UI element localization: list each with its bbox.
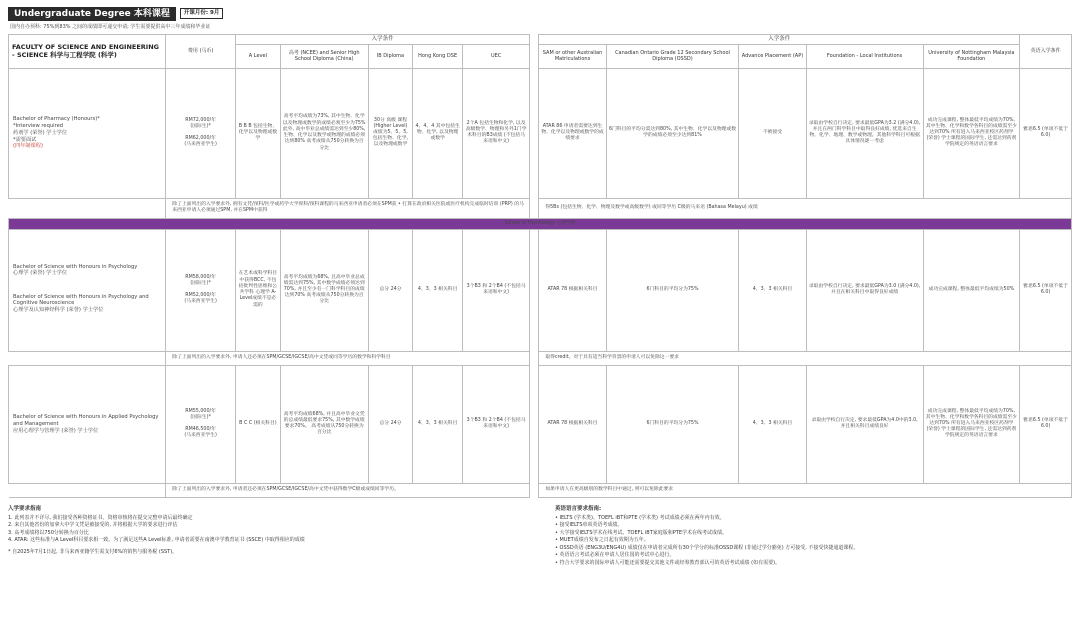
col-english: 英语入学条件 (1020, 34, 1072, 68)
table-row (9, 229, 1072, 351)
foundation-cell: 录取由学校自行决定, 要求最低GPA为3.2 (满分4.0), 并且在两门科学科目中取得良好成绩, 优选来自生物、化学、地理、数学或物理。其他科学科目可根据具体情况逐一考虑 (806, 68, 923, 198)
foundation-note: 国内自办预科: 75%到83% 之间的成绩即可递交申请; 学生需要提供高中三年成绩和毕业证 (10, 24, 211, 30)
col-fee: 费用 (马币) (166, 34, 236, 68)
unmf-cell: 成功完成课程, 整体最低平均成绩为70%, 其中生物、化学和数学各科目的成绩需至少达到70% 所有进入马来西亚校区药剂学 (荣誉) 学士课程的国际学生, 还需达到药剂学院规定的英语语言要求 (923, 68, 1020, 198)
title-bar (8, 6, 1072, 21)
faculty-title: FACULTY OF SCIENCE AND ENGINEERING - SCIENCE 科学与工程学院 (科学) (9, 34, 166, 68)
col-foundation: Foundation - Local Institutions (806, 44, 923, 68)
col-ap: Advance Placement (AP) (739, 44, 806, 68)
note-right: 如果申请人在更高级别的数学科目中通过, 则可以免除此要求 (539, 483, 1072, 497)
alevel-cell: B B B 包括生物、化学以及物理或数学 (235, 68, 280, 198)
sst-note: * 自2025年7月1日起, 非马来西亚籍学生需支付6%的销售与服务税 (SST)。 (8, 548, 178, 555)
col-uec: UEC (462, 44, 529, 68)
english-guide (555, 506, 1072, 568)
fee-cell: RM58,000/年 (国际生)* RM52,000/年 (马来西亚学生) (166, 229, 236, 351)
ncee-cell: 高考平均成绩68%, 并且高中毕业文凭的总成绩最低要求75%, 其中数学成绩要求70%。 高考成绩从750分转换为百分比 (280, 365, 368, 483)
sam-cell: ATAR 78 根据相关科目 (539, 365, 606, 483)
english-cell: 雅思6.5 (单项不低于6.0) (1020, 365, 1072, 483)
fee-cell: RM55,000/年 (国际生)* RM46,500/年 (马来西亚学生) (166, 365, 236, 483)
list-item: • IELTS (学术类)、TOEFL iBT和PTE (学术类) 考试成绩必须在两年内有效。 (555, 514, 725, 521)
col-unmf: University of Nottingham Malaysia Foundation (923, 44, 1020, 68)
ib-cell: 30分 高级 课程 (Higher Level) 成绩为5、5、5, 包括生物、化学, 以及物理或数学 (368, 68, 413, 198)
program-name: Bachelor of Science with Honours in Psychology 心理学 (荣誉) 学士学位 Bachelor of Science with Honours in Psychology and Cognitive Neuroscience 心理学及认知神经科学 (荣誉) 学士学位 (9, 229, 166, 351)
list-item: 4. ATAR: 这些标准与A Level科目要求相一致。为了满足这些A Level标准, 申请者需要在南澳中学教育证书 (SSCE) 中取得相应的成绩 (8, 537, 305, 544)
uec-cell: 3个B3 和 2个B4 (不包括马来语和中文) (462, 365, 529, 483)
english-guide-heading: 英语语言要求指南: (555, 505, 602, 512)
entry-requirements-group-1: 入学条件 (235, 34, 529, 44)
page-title: Undergraduate Degree 本科课程 (8, 7, 176, 21)
list-item: • 大学接受IELTS学术在线考试、TOEFL iBT家庭版和PTE学术在线考试成绩。 (555, 529, 728, 536)
table-row (9, 365, 1072, 483)
dse-cell: 4、4、4 其中包括生物、化学, 以及物理或数学 (413, 68, 462, 198)
requirements-table (8, 34, 1072, 498)
list-item: • 符合大学要求的国际申请人可能还需要提交其他文件或经筹教育部认可的英语考试成绩 (如有需要)。 (555, 559, 781, 566)
entry-requirements-group-2: 入学条件 (539, 34, 1020, 44)
school-header-row (9, 218, 1072, 229)
unmf-cell: 成功完成课程, 整体最低平均成绩为70%, 其中生物、化学和数学各科目的成绩需至少达到70% 所有进入马来西亚校区药剂学 (荣誉) 学士课程的国际学生, 还需达到药剂学院规定的英语语言要求 (923, 365, 1020, 483)
note-left: 除了上面列出的入学要求外, 申请者还必须在SPM/GCSE/IGCSE/高中文凭中获得数学C级或成绩同等学历。 (166, 483, 530, 497)
sam-cell: ATAR 78 根据相关科目 (539, 229, 606, 351)
col-dse: Hong Kong DSE (413, 44, 462, 68)
english-cell: 雅思6.5 (单项不低于6.0) (1020, 229, 1072, 351)
col-ncee: 高考 (NCEE) and Senior High School Diploma (China) (280, 44, 368, 68)
foundation-cell: 录取由学校自行决定, 要求最低GPA为4.0中的3.0, 并且相关科目成绩良好 (806, 365, 923, 483)
note-row (9, 483, 1072, 497)
note-row (9, 198, 1072, 218)
ossd-cell: 6门科目的平均分为75% (606, 365, 739, 483)
note-left: 除了上面列出的入学要求外, 拥有文凭/预科/医学或药学大学预科/预科课程的马来西亚申请者必须在SPM获 • 打算在政府相关医院或医疗机构完成临时培训 (PRP) 的马来西亚申请人必须通过SPM, 并在SPM中获得 (166, 198, 530, 218)
note-row (9, 351, 1072, 365)
ossd-cell: 6门科目的平均分为75% (606, 229, 739, 351)
gap (530, 34, 539, 68)
ib-cell: 总分 24分 (368, 365, 413, 483)
ib-cell: 总分 24分 (368, 229, 413, 351)
list-item: • 接受IELTS单项英语考成绩。 (555, 522, 623, 529)
list-item: • MUET成绩自发布之日起有效期为五年。 (555, 537, 649, 544)
ncee-cell: 高考平均成绩为68%, 且高中毕业总成绩需达到75%, 其中数学成绩必须达到70%, 并且至少有一门科学科目的成绩达到70% 高考成绩从750分转换为百分比 (280, 229, 368, 351)
program-name: Bachelor of Pharmacy (Honours)* *Interview required 药剂学 (荣誉) 学士学位 *需要面试 (四年制课程) (9, 68, 166, 198)
english-cell: 雅思6.5 (单项不低于6.0) (1020, 68, 1072, 198)
uec-cell: 3个B3 和 2个B4 (不包括马来语和中文) (462, 229, 529, 351)
alevel-cell: 在艺术或科学科目中获得BCC, 不包括批判性思维和公共学科 心理学 A-Level成绩不是必需的 (235, 229, 280, 351)
table-row (9, 68, 1072, 198)
ap-cell: 4、3、3 相关科目 (739, 229, 806, 351)
note-right: 得5Bs (包括生物、化学、物理及数学或高级数学) 或同等学历 C级的马来语 (Bahasa Melayu) 成绩 (539, 198, 1072, 218)
entry-guide (8, 506, 525, 568)
sam-cell: ATAR 86 申请者需要达到生物、化学以及物理或数学的成绩要求 (539, 68, 606, 198)
col-alevel: A Level (235, 44, 280, 68)
col-ossd: Canadian Ontario Grade 12 Secondary School Diploma (OSSD) (606, 44, 739, 68)
school-of-psychology: School of Psychology 心理学院 (9, 218, 1072, 229)
list-item: • 英语语言考试必须在申请人居住国的考试中心进行。 (555, 552, 675, 559)
list-item: 1. 此列表并不详尽, 我们接受各种资格证书。资格审核将在提交完整申请后最终确定 (8, 514, 193, 521)
col-sam: SAM or other Australian Matriculations (539, 44, 606, 68)
fee-cell: RM72,000/年 (国际生)* RM62,000/年 (马来西亚学生) (166, 68, 236, 198)
intake-badge: 开课月份: 9月 (180, 8, 223, 19)
ap-cell: 不被接受 (739, 68, 806, 198)
unmf-cell: 成功完成课程, 整体最低平均成绩为50% (923, 229, 1020, 351)
dse-cell: 4、3、3 相关科目 (413, 229, 462, 351)
note-right: 取得credit。对于具有适当科学背景的申请人可以免除这一要求 (539, 351, 1072, 365)
list-item: • OSSD英语 (ENG3U/ENG4U) 成绩仅在申请者完成所有30个学分的标准OSSD课程 (非通过学分豁免) 方可接受, 不接受快捷通道课程。 (555, 544, 859, 551)
alevel-cell: B C C (相关科目) (235, 365, 280, 483)
uec-cell: 2个A 包括生物和化学, 以及高级数学、物理和另外1门学术科目的B3成绩 (不包括马来语和中文) (462, 68, 529, 198)
list-item: 3. 高考成绩将以750分转换为百分比 (8, 529, 89, 536)
program-name: Bachelor of Science with Honours in Applied Psychology and Management 应用心理学与管理学 (荣誉) 学士学位 (9, 365, 166, 483)
ossd-cell: 6门科目的平均分需达到80%, 其中生物、化学以及物理或数学的成绩必须至少达到81% (606, 68, 739, 198)
footer-notes (8, 506, 1072, 568)
foundation-cell: 录取由学校自行决定, 要求最低GPA为3.0 (满分4.0), 并且在相关科目中取得良好成绩 (806, 229, 923, 351)
dse-cell: 4、3、3 相关科目 (413, 365, 462, 483)
list-item: 2. 来自其他省份的加拿大中学文凭是被接受的, 并将根据大学的要求进行评估 (8, 522, 178, 529)
entry-guide-heading: 入学要求指南 (8, 505, 42, 512)
note-left: 除了上面列出的入学要求外, 申请人还必须在SPM/GCSE/IGCSE/高中文凭或同等学历的数学和科学科目 (166, 351, 530, 365)
ncee-cell: 高考平均成绩为73%, 其中生物、化学以及物理或数学的成绩必须至少为75% 此外, 高中毕业总成绩需达到至少80%, 生物、化学以及数学或物理的成绩必须达到80% 高考成绩从750分转换为百分比 (280, 68, 368, 198)
col-ib: IB Diploma (368, 44, 413, 68)
ap-cell: 4、3、3 相关科目 (739, 365, 806, 483)
